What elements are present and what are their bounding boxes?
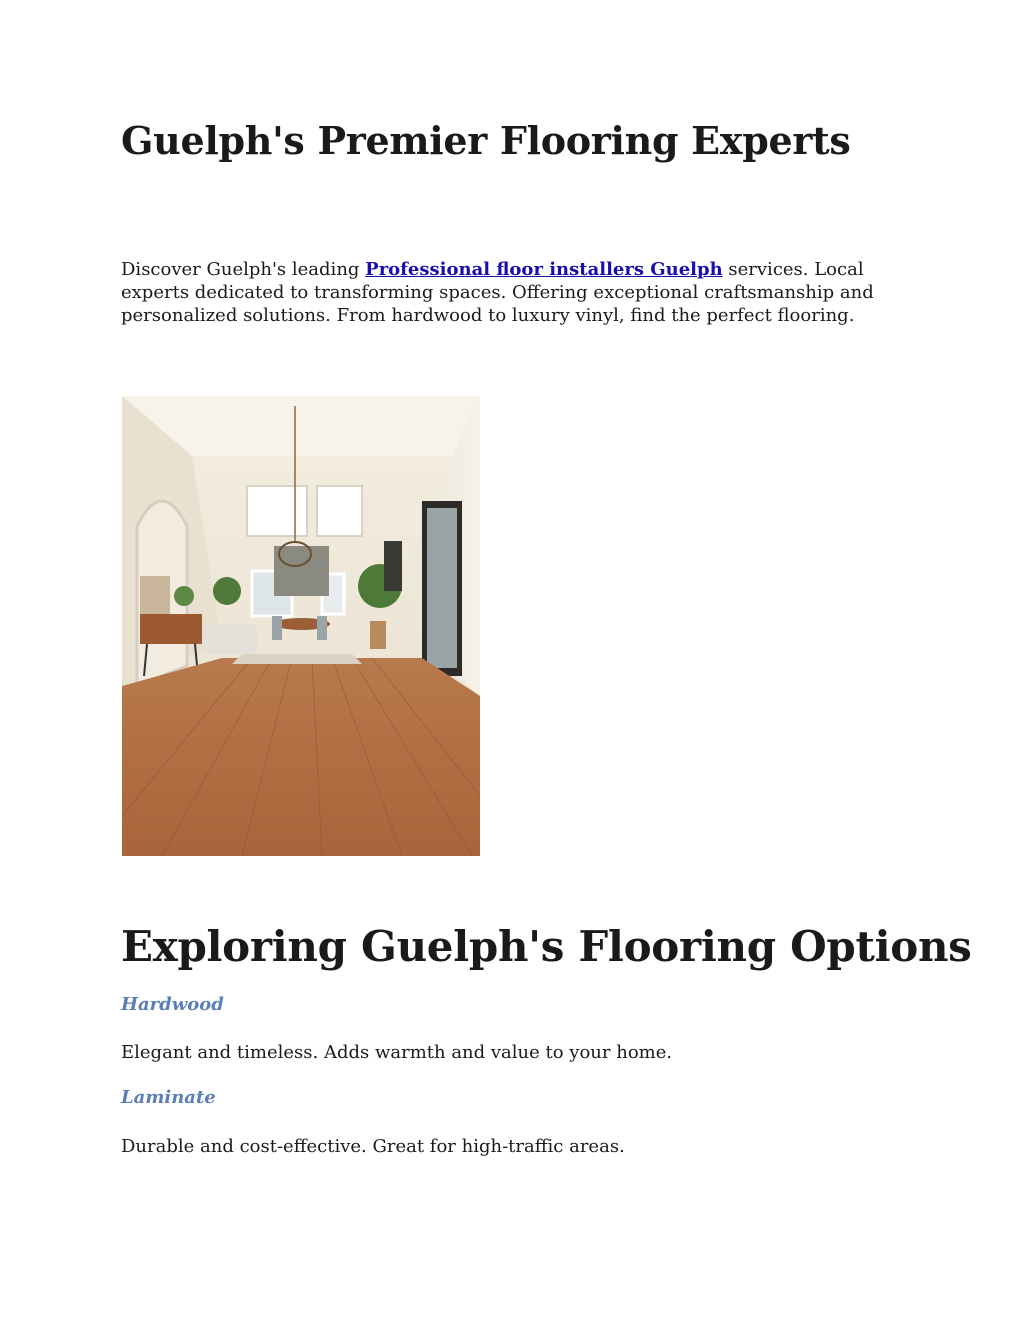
- option-description-hardwood: Elegant and timeless. Adds warmth and value to your home.: [121, 1042, 673, 1063]
- floor-installers-link[interactable]: Professional floor installers Guelph: [365, 259, 723, 280]
- intro-paragraph: [121, 258, 881, 327]
- option-description-laminate: Durable and cost-effective. Great for high-traffic areas.: [121, 1136, 625, 1157]
- section-title: Exploring Guelph's Flooring Options: [121, 922, 972, 971]
- page-title: Guelph's Premier Flooring Experts: [121, 118, 851, 163]
- option-title-laminate: Laminate: [121, 1087, 216, 1108]
- intro-text-after: services. Local experts dedicated to transforming spaces. Offering exceptional craftsmanship and personalized solutions. From hardwood to luxury vinyl, find the perfect flooring.: [121, 259, 874, 326]
- intro-text-before: Discover Guelph's leading: [121, 259, 366, 280]
- option-title-hardwood: Hardwood: [121, 994, 224, 1015]
- interior-photo: [122, 396, 480, 856]
